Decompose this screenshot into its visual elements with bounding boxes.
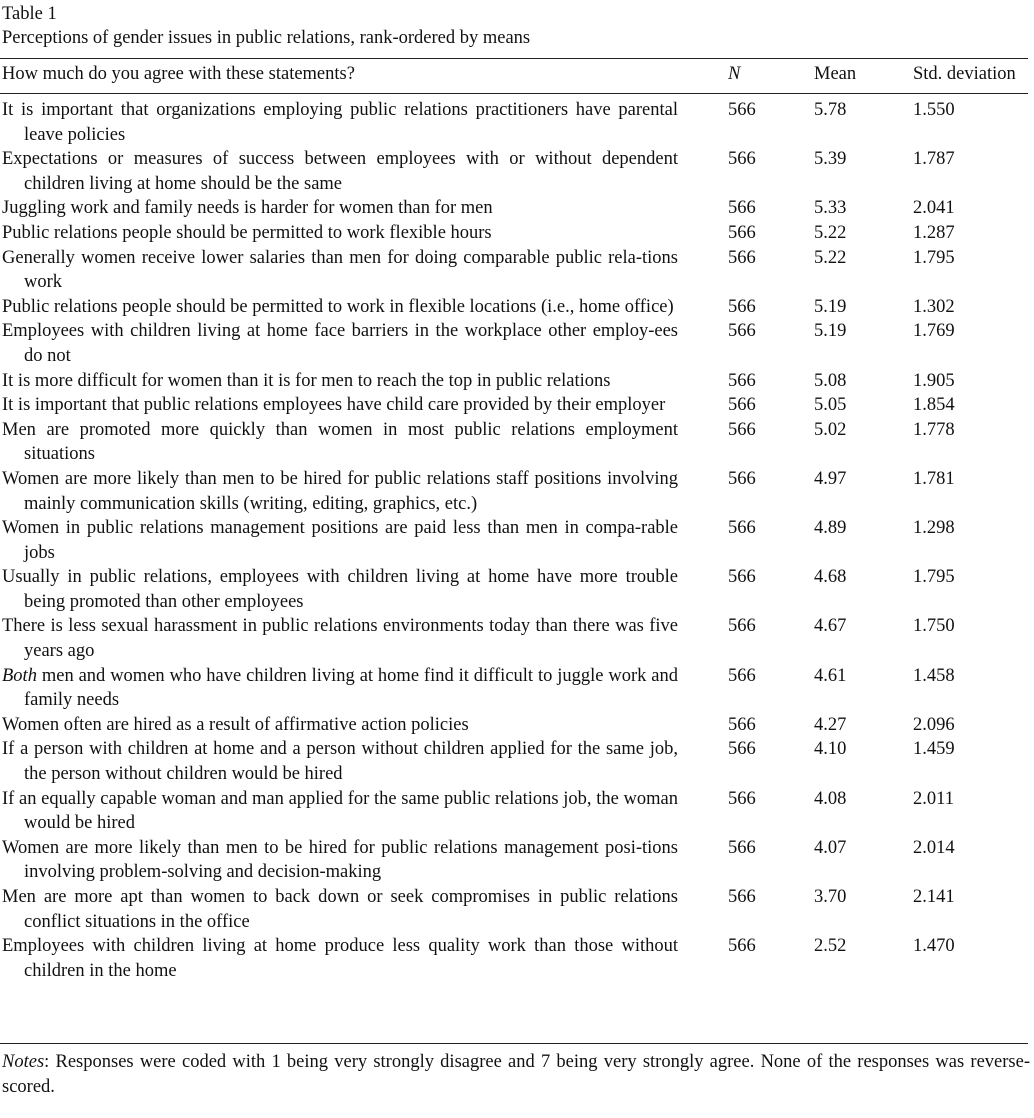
- row-sd: 1.854: [913, 395, 955, 416]
- row-n: 566: [728, 100, 756, 120]
- row-mean: 5.22: [814, 247, 847, 268]
- row-mean: 4.61: [814, 665, 847, 686]
- row-mean: 5.78: [814, 100, 847, 120]
- row-n: 566: [728, 419, 756, 440]
- bottom-rule: [0, 1043, 1028, 1044]
- table-row: [0, 467, 1034, 516]
- row-sd: 1.778: [913, 419, 955, 440]
- row-statement: [2, 295, 678, 320]
- table-row: [0, 713, 1034, 738]
- row-statement: [2, 836, 678, 885]
- row-n: 566: [728, 321, 756, 342]
- table-row: [0, 393, 1034, 418]
- table-row: [0, 885, 1034, 934]
- table-row: [0, 295, 1034, 320]
- row-statement-text: If a person with children at home and a person without children applied for the same job, the person without children would be hired: [2, 739, 678, 785]
- row-sd: 1.769: [913, 321, 955, 342]
- row-mean: 5.19: [814, 321, 847, 342]
- row-statement-text: Juggling work and family needs is harder for women than for men: [2, 198, 493, 219]
- row-sd: 1.458: [913, 665, 955, 686]
- row-mean: 5.05: [814, 395, 847, 416]
- table-row: [0, 369, 1034, 394]
- row-sd: 1.302: [913, 296, 955, 317]
- table-row: [0, 934, 1034, 983]
- row-n: 566: [728, 518, 756, 539]
- row-sd: 2.096: [913, 714, 955, 735]
- top-rule: [0, 58, 1028, 59]
- row-statement-text: If an equally capable woman and man applied for the same public relations job, the woman would be hired: [2, 788, 678, 834]
- row-sd: 1.781: [913, 468, 955, 489]
- row-mean: 2.52: [814, 936, 847, 957]
- row-n: 566: [728, 296, 756, 317]
- row-n: 566: [728, 370, 756, 391]
- table-row: [0, 196, 1034, 221]
- table-row: [0, 221, 1034, 246]
- row-statement-text: Public relations people should be permitted to work in flexible locations (i.e., home office): [2, 296, 674, 317]
- row-statement-text: There is less sexual harassment in public relations environments today than there was five years ago: [2, 616, 678, 662]
- row-statement: [2, 369, 678, 394]
- row-mean: 5.19: [814, 296, 847, 317]
- table-row: [0, 98, 1034, 147]
- row-statement: [2, 221, 678, 246]
- row-n: 566: [728, 468, 756, 489]
- row-n: 566: [728, 788, 756, 809]
- row-mean: 4.27: [814, 714, 847, 735]
- row-n: 566: [728, 739, 756, 760]
- table-row: [0, 319, 1034, 368]
- row-sd: 2.141: [913, 887, 955, 907]
- row-n: 566: [728, 247, 756, 268]
- row-statement: [2, 196, 678, 221]
- row-mean: 4.68: [814, 567, 847, 588]
- table-row: [0, 787, 1034, 836]
- table-notes: [2, 1050, 1030, 1099]
- table-row: [0, 246, 1034, 295]
- table-row: [0, 737, 1034, 786]
- row-statement-text: Women are more likely than men to be hired for public relations staff positions involving mainly communication skills (writing, editing, graphics, etc.): [2, 468, 678, 514]
- row-mean: 4.97: [814, 468, 847, 489]
- row-mean: 5.02: [814, 419, 847, 440]
- header-rule: [0, 93, 1028, 94]
- table-row: [0, 516, 1034, 565]
- row-statement: [2, 614, 678, 663]
- row-n: 566: [728, 567, 756, 588]
- row-mean: 3.70: [814, 887, 847, 907]
- row-sd: 1.795: [913, 247, 955, 268]
- row-statement-text: Women often are hired as a result of affirmative action policies: [2, 714, 469, 735]
- row-sd: 2.011: [913, 788, 954, 809]
- table-header-row: [0, 62, 1034, 88]
- table-row: [0, 565, 1034, 614]
- row-statement: [2, 934, 678, 983]
- row-statement: [2, 467, 678, 516]
- row-statement-text: Usually in public relations, employees with children living at home have more trouble being promoted than other employees: [2, 567, 678, 612]
- row-n: 566: [728, 222, 756, 243]
- row-sd: 2.041: [913, 198, 955, 219]
- row-statement-text: Generally women receive lower salaries than men for doing comparable public rela-tions work: [2, 247, 678, 293]
- row-n: 566: [728, 149, 756, 170]
- row-sd: 1.287: [913, 222, 955, 243]
- row-statement: [2, 787, 678, 836]
- row-statement: [2, 885, 678, 934]
- row-mean: 4.67: [814, 616, 847, 637]
- row-n: 566: [728, 936, 756, 957]
- row-sd: 1.787: [913, 149, 955, 170]
- header-n: N: [728, 64, 741, 84]
- row-statement: [2, 147, 678, 196]
- row-statement: [2, 98, 678, 147]
- row-statement: [2, 246, 678, 295]
- row-statement: [2, 737, 678, 786]
- row-sd: 1.470: [913, 936, 955, 957]
- table-label: Table 1: [2, 4, 57, 24]
- row-n: 566: [728, 616, 756, 637]
- row-sd: 2.014: [913, 837, 955, 858]
- header-mean: Mean: [814, 64, 857, 84]
- table-row: [0, 664, 1034, 713]
- row-mean: 5.33: [814, 198, 847, 219]
- row-statement-emphasis: Both: [2, 665, 37, 686]
- row-statement: [2, 664, 678, 713]
- row-statement-text: It is more difficult for women than it is for men to reach the top in public relations: [2, 370, 611, 391]
- row-statement-text: Men are more apt than women to back down or seek compromises in public relations conflict situations in the office: [2, 887, 678, 932]
- table-row: [0, 614, 1034, 663]
- row-mean: 4.10: [814, 739, 847, 760]
- header-statement: How much do you agree with these statements?: [2, 64, 355, 84]
- notes-label: Notes: [2, 1052, 45, 1072]
- row-mean: 4.08: [814, 788, 847, 809]
- table-row: [0, 836, 1034, 885]
- row-mean: 5.22: [814, 222, 847, 243]
- row-mean: 5.39: [814, 149, 847, 170]
- table-row: [0, 418, 1034, 467]
- row-statement-text: Women in public relations management positions are paid less than men in compa-rable jobs: [2, 518, 678, 563]
- row-mean: 5.08: [814, 370, 847, 391]
- row-statement: [2, 319, 678, 368]
- row-sd: 1.795: [913, 567, 955, 588]
- row-sd: 1.550: [913, 100, 955, 120]
- table-caption: [2, 2, 1022, 50]
- row-n: 566: [728, 395, 756, 416]
- table-row: [0, 147, 1034, 196]
- row-statement: [2, 516, 678, 565]
- table-body: [0, 98, 1034, 983]
- row-statement-text: Employees with children living at home face barriers in the workplace other employ-ees do not: [2, 321, 678, 366]
- row-statement-text: Public relations people should be permitted to work flexible hours: [2, 222, 492, 243]
- row-sd: 1.905: [913, 370, 955, 391]
- row-mean: 4.07: [814, 837, 847, 858]
- row-statement-text: It is important that public relations employees have child care provided by their employer: [2, 395, 666, 416]
- row-statement: [2, 393, 678, 418]
- notes-text: : Responses were coded with 1 being very strongly disagree and 7 being very strongly agree. None of the responses was reverse-scored.: [2, 1052, 1030, 1097]
- row-sd: 1.298: [913, 518, 955, 539]
- row-mean: 4.89: [814, 518, 847, 539]
- row-n: 566: [728, 837, 756, 858]
- row-statement-text: It is important that organizations employing public relations practitioners have parental leave policies: [2, 100, 678, 145]
- row-n: 566: [728, 887, 756, 907]
- row-statement: [2, 418, 678, 467]
- row-statement-text: Women are more likely than men to be hired for public relations management posi-tions involving problem-solving and decision-making: [2, 837, 678, 883]
- row-statement-text: Expectations or measures of success between employees with or without dependent children living at home should be the same: [2, 149, 678, 194]
- row-statement-text: men and women who have children living at home find it difficult to juggle work and family needs: [24, 665, 678, 711]
- row-statement-text: Employees with children living at home produce less quality work than those without children in the home: [2, 936, 678, 981]
- row-n: 566: [728, 714, 756, 735]
- row-statement: [2, 565, 678, 614]
- row-n: 566: [728, 665, 756, 686]
- table-title: Perceptions of gender issues in public relations, rank-ordered by means: [2, 28, 531, 48]
- row-sd: 1.459: [913, 739, 955, 760]
- row-statement-text: Men are promoted more quickly than women in most public relations employment situations: [2, 419, 678, 465]
- row-n: 566: [728, 198, 756, 219]
- row-statement: [2, 713, 678, 738]
- row-sd: 1.750: [913, 616, 955, 637]
- header-sd: Std. deviation: [913, 64, 1016, 84]
